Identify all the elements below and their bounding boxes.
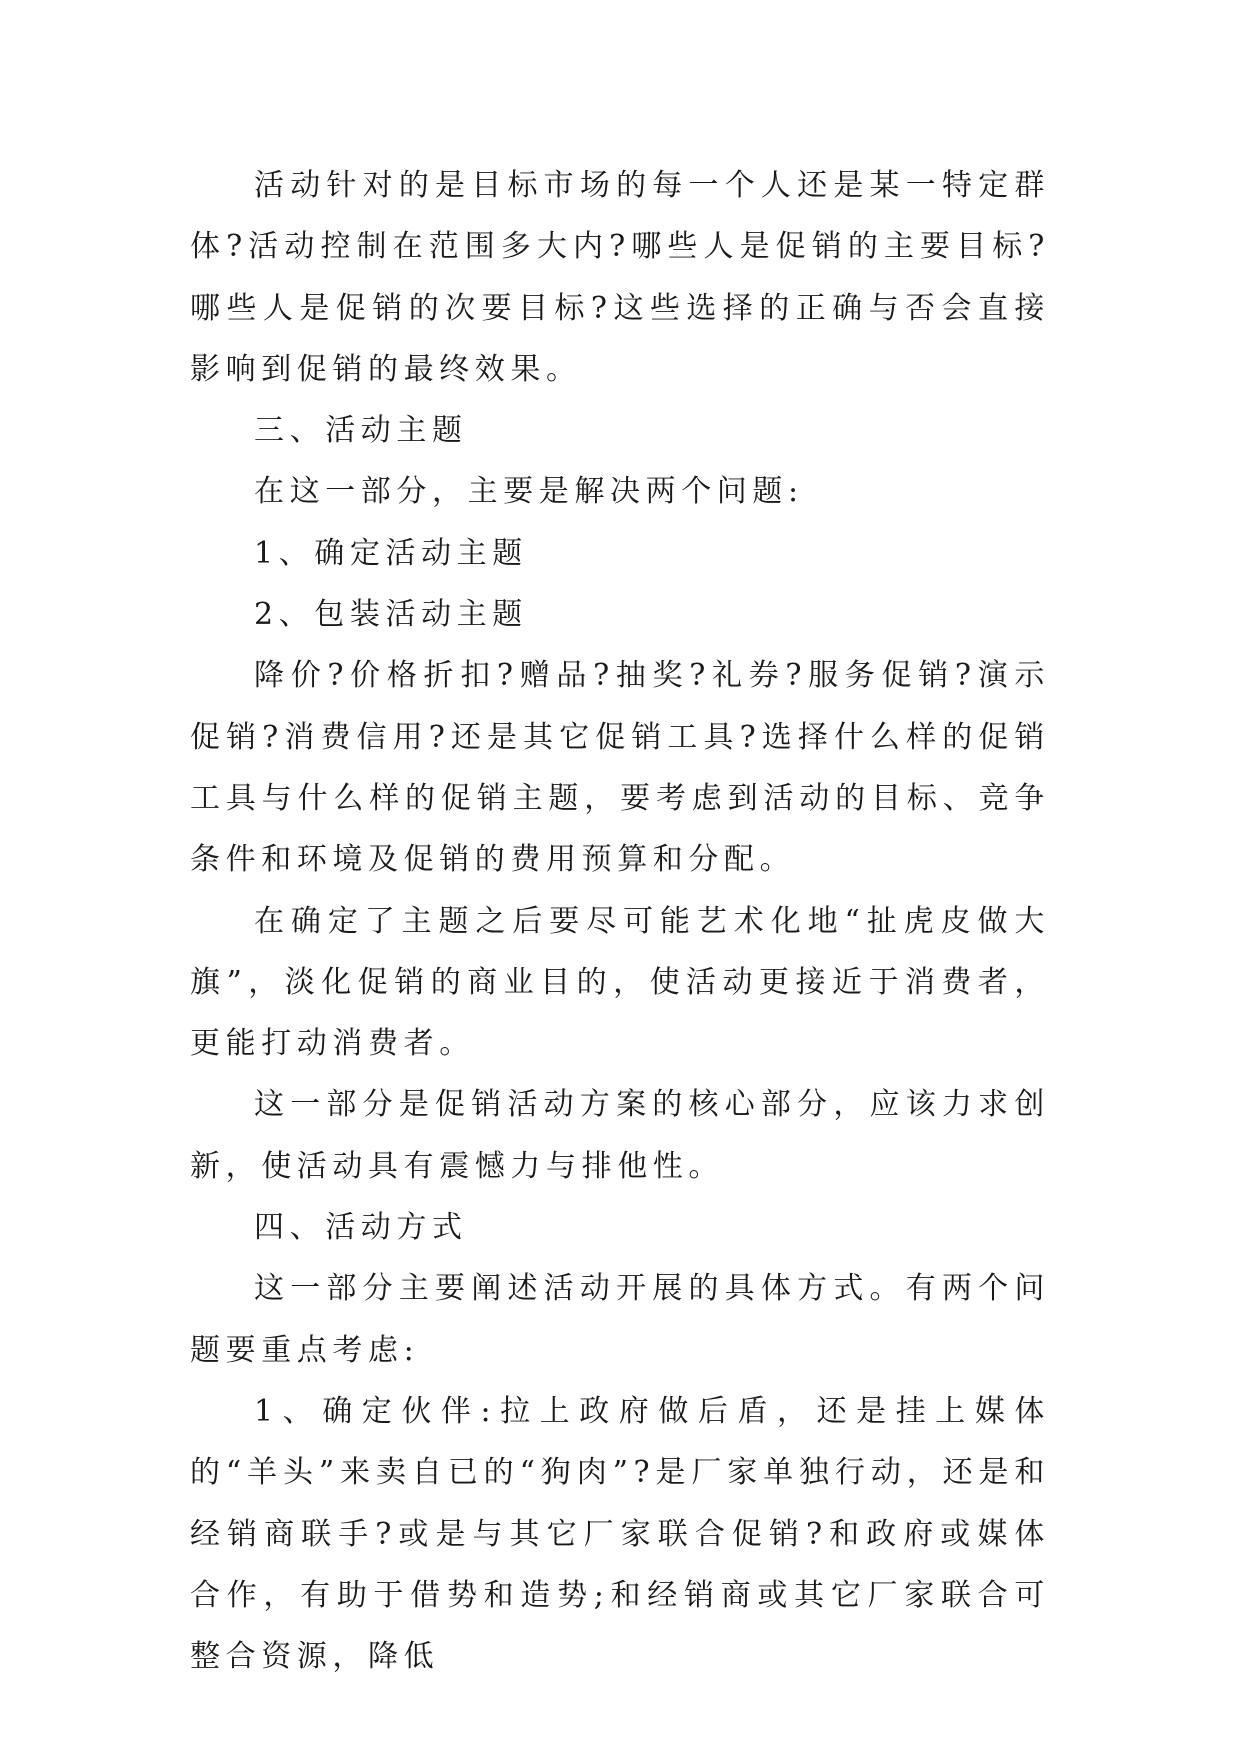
list-item-determine-partner: 1、确定伙伴:拉上政府做后盾，还是挂上媒体的“羊头”来卖自已的“狗肉”?是厂家单独行动，还是和经销商联手?或是与其它厂家联合促销?和政府或媒体合作，有助于借势和造势;和经销商或其它厂家联合可整合资源，降低 [190, 1393, 1050, 1675]
paragraph-artistic-theme: 在确定了主题之后要尽可能艺术化地“扯虎皮做大旗”，淡化促销的商业目的，使活动更接近于消费者，更能打动消费者。 [190, 903, 1050, 1062]
paragraph-core-section: 这一部分是促销活动方案的核心部分，应该力求创新，使活动具有震憾力与排他性。 [190, 1087, 1050, 1184]
document-body [190, 155, 1050, 1687]
paragraph-theme-intro: 在这一部分，主要是解决两个问题: [254, 474, 804, 510]
paragraph-method-intro: 这一部分主要阐述活动开展的具体方式。有两个问题要重点考虑: [190, 1271, 1050, 1368]
section-heading-activity-theme: 三、活动主题 [254, 413, 468, 449]
paragraph-target-audience: 活动针对的是目标市场的每一个人还是某一特定群体?活动控制在范围多大内?哪些人是促销的主要目标?哪些人是促销的次要目标?这些选择的正确与否会直接影响到促销的最终效果。 [190, 168, 1050, 387]
section-heading-activity-method: 四、活动方式 [254, 1210, 468, 1246]
paragraph-promotion-tools: 降价?价格折扣?赠品?抽奖?礼券?服务促销?演示促销?消费信用?还是其它促销工具?选择什么样的促销工具与什么样的促销主题，要考虑到活动的目标、竞争条件和环境及促销的费用预算和分配。 [190, 658, 1050, 878]
list-item-package-theme: 2、包装活动主题 [254, 597, 528, 633]
list-item-determine-theme: 1、确定活动主题 [254, 535, 528, 571]
